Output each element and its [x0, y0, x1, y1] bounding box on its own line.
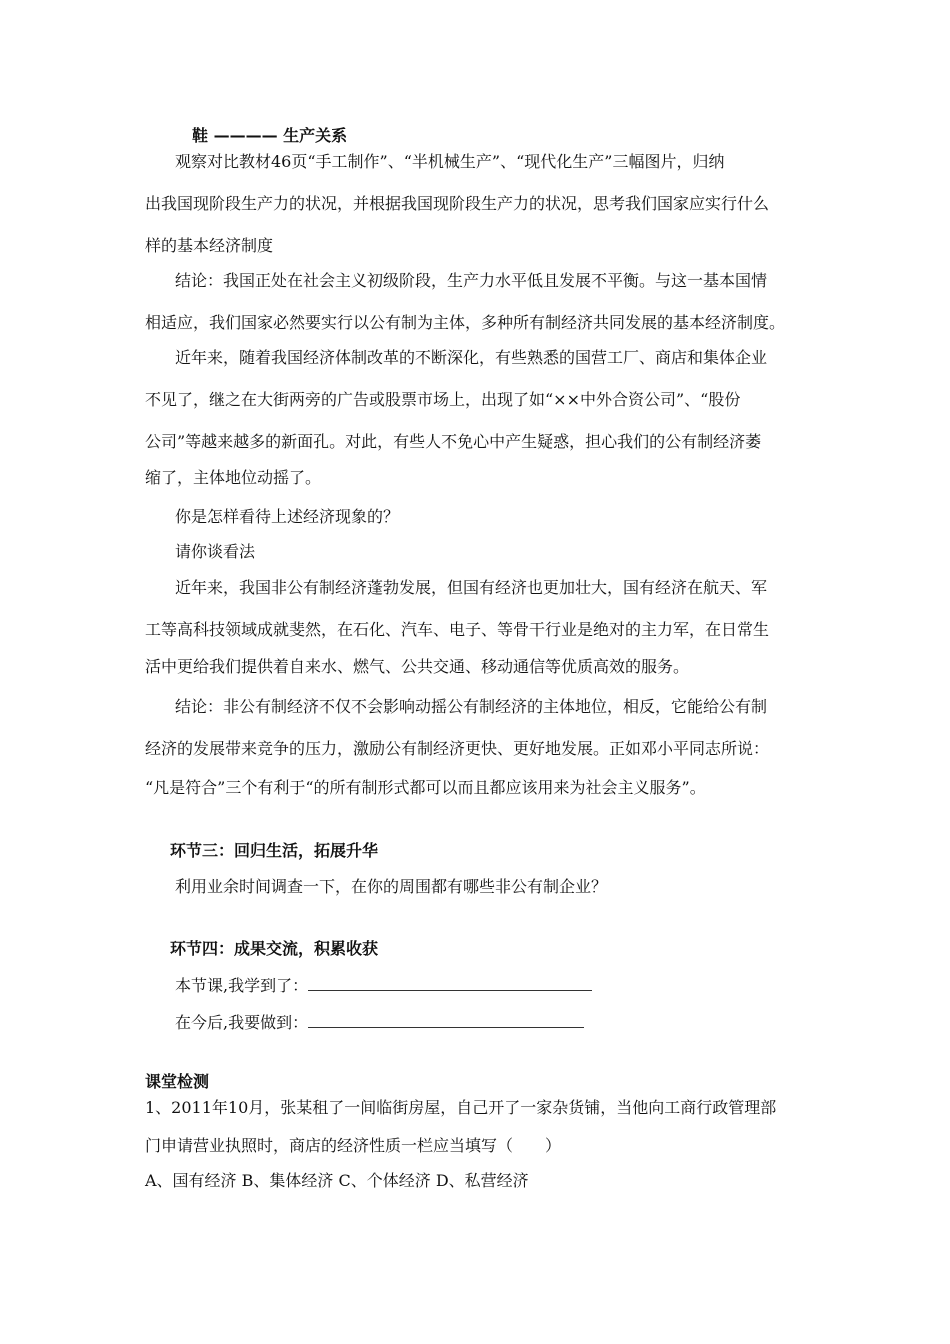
- question-1-options: A、国有经济 B、集体经济 C、个体经济 D、私营经济: [145, 1171, 529, 1190]
- paragraph-3-line-4: 缩了，主体地位动摇了。: [145, 468, 322, 487]
- learned-label: 本节课,我学到了：: [175, 976, 309, 995]
- learned-row: [175, 974, 592, 997]
- section-heading: 鞋 ———— 生产关系: [192, 126, 348, 145]
- paragraph-1-line-2: 出我国现阶段生产力的状况，并根据我国现阶段生产力的状况，思考我们国家应实行什么: [145, 194, 770, 213]
- paragraph-3-line-3: 公司”等越来越多的新面孔。对此，有些人不免心中产生疑惑，担心我们的公有制经济萎: [145, 432, 762, 451]
- question-1-line-2: 门申请营业执照时，商店的经济性质一栏应当填写（ ）: [145, 1136, 562, 1155]
- paragraph-3-line-2: 不见了，继之在大街两旁的广告或股票市场上，出现了如“××中外合资公司”、“股份: [145, 390, 741, 409]
- step-3-text: 利用业余时间调查一下，在你的周围都有哪些非公有制企业？: [175, 877, 608, 896]
- paragraph-4-line-1: 近年来，我国非公有制经济蓬勃发展，但国有经济也更加壮大，国有经济在航天、军: [175, 578, 768, 597]
- paragraph-4-line-2: 工等高科技领域成就斐然，在石化、汽车、电子、等骨干行业是绝对的主力军，在日常生: [145, 620, 770, 639]
- paragraph-5-line-1: 结论：非公有制经济不仅不会影响动摇公有制经济的主体地位，相反，它能给公有制: [175, 697, 768, 716]
- test-title: 课堂检测: [145, 1072, 210, 1091]
- plan-blank[interactable]: [308, 1011, 584, 1028]
- paragraph-5-line-3: “凡是符合”三个有利于“的所有制形式都可以而且都应该用来为社会主义服务”。: [145, 778, 706, 797]
- step-4-title: 环节四：成果交流，积累收获: [170, 939, 379, 958]
- question-line-2: 请你谈看法: [175, 542, 256, 561]
- question-1-line-1: 1、2011年10月，张某租了一间临街房屋，自己开了一家杂货铺，当他向工商行政管理部: [145, 1098, 777, 1117]
- paragraph-1-line-1: 观察对比教材46页“手工制作”、“半机械生产”、“现代化生产”三幅图片，归纳: [175, 152, 725, 171]
- paragraph-4-line-3: 活中更给我们提供着自来水、燃气、公共交通、移动通信等优质高效的服务。: [145, 657, 690, 676]
- plan-row: [175, 1011, 584, 1034]
- plan-label: 在今后,我要做到：: [175, 1013, 309, 1032]
- paragraph-3-line-1: 近年来，随着我国经济体制改革的不断深化，有些熟悉的国营工厂、商店和集体企业: [175, 348, 768, 367]
- paragraph-2-line-1: 结论：我国正处在社会主义初级阶段，生产力水平低且发展不平衡。与这一基本国情: [175, 271, 768, 290]
- step-3-title: 环节三：回归生活，拓展升华: [170, 841, 379, 860]
- paragraph-5-line-2: 经济的发展带来竞争的压力，激励公有制经济更快、更好地发展。正如邓小平同志所说：: [145, 739, 770, 758]
- paragraph-2-line-2: 相适应，我们国家必然要实行以公有制为主体，多种所有制经济共同发展的基本经济制度。: [145, 313, 786, 332]
- question-line-1: 你是怎样看待上述经济现象的？: [175, 507, 400, 526]
- learned-blank[interactable]: [308, 974, 592, 991]
- paragraph-1-line-3: 样的基本经济制度: [145, 236, 274, 255]
